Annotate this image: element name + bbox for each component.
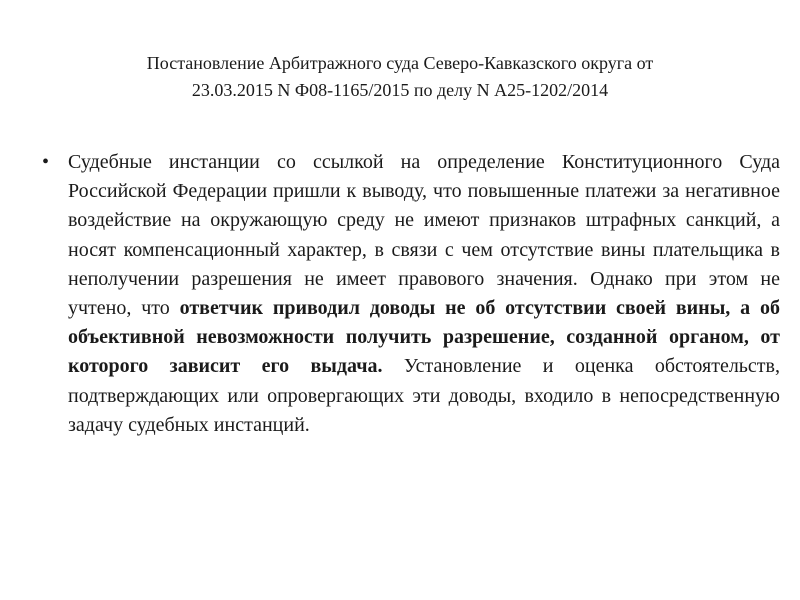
slide-title: [60, 50, 740, 104]
slide-title-line-1: Постановление Арбитражного суда Северо-Кавказского округа от: [146, 53, 654, 73]
bullet-text-regular: Судебные инстанции со ссылкой на определение Конституционного Суда Российской Федерации пришли к выводу, что повышенные платежи за негативное воздействие на окружающую среду не имеют признаков штрафных санкций, а носят компенсационный характер, в связи с чем отсутствие вины плательщика в неполучении разрешения не имеет правового значения. Однако при этом не учтено, что: [68, 151, 780, 320]
bullet-text-regular-end: Установление и оценка обстоятельств, подтверждающих или опровергающих эти доводы, входило в непосредственную задачу судебных инстанций.: [68, 355, 780, 436]
bullet-marker-icon: •: [42, 151, 50, 173]
bullet-item: [40, 148, 780, 440]
bullet-text-bold: ответчик приводил доводы не об отсутствии своей вины, а об объективной невозможности получить разрешение, созданной органом, от которого зависит его выдача.: [68, 297, 780, 378]
bullet-list: [40, 148, 780, 440]
slide-title-line-2: 23.03.2015 N Ф08-1165/2015 по делу N А25-1202/2014: [191, 80, 609, 100]
